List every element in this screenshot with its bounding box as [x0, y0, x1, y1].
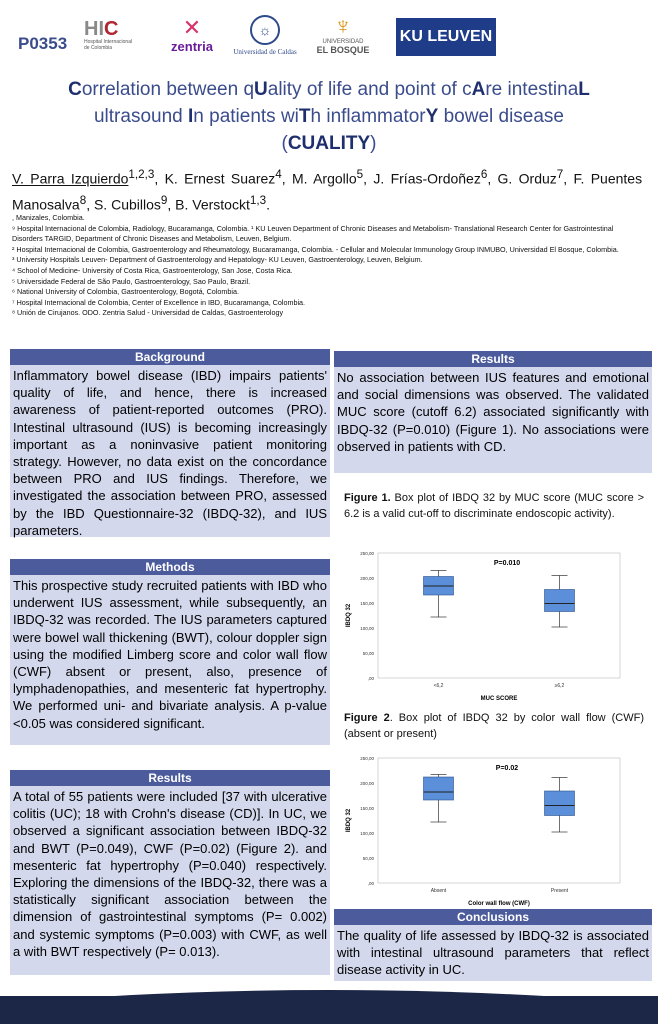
author-sup: 1,3 [249, 193, 267, 207]
y-tick-label: 250,00 [360, 756, 374, 761]
results-right-heading: Results [334, 351, 652, 367]
background-heading: Background [10, 349, 330, 365]
y-tick-label: 150,00 [360, 806, 374, 811]
affiliation-line: , Manizales, Colombia. [12, 213, 85, 222]
y-tick-label: 100,00 [360, 626, 374, 631]
p-value-annotation: P=0.010 [493, 560, 521, 567]
bosque-logo-line1: UNIVERSIDAD [322, 39, 364, 45]
title-part: Y [425, 106, 439, 127]
caldas-logo [230, 8, 300, 62]
author-sup: 1,2,3 [128, 168, 155, 181]
title-acronym: CUALITY [287, 133, 371, 154]
figure1-boxplot [340, 543, 640, 703]
y-tick-label: ,00 [367, 676, 374, 681]
conclusions-text: The quality of life assessed by IBDQ-32 is associated with intestinal ultrasound parameters that reflect disease activity in UC. [337, 928, 649, 978]
author-sup: 5 [356, 168, 364, 181]
p-value-annotation: P=0.02 [495, 765, 519, 772]
title-part: ality of life and point of c [267, 79, 472, 100]
plot-frame [378, 553, 620, 678]
y-tick-label: 50,00 [362, 651, 374, 656]
box-iqr [545, 590, 575, 612]
x-axis-label: Color wall flow (CWF) [468, 901, 530, 907]
bosque-logo [312, 8, 374, 62]
figure1-caption [344, 490, 644, 522]
kuleuven-logo: KU LEUVEN [396, 18, 496, 56]
y-tick-label: 200,00 [360, 576, 374, 581]
title-part: U [254, 79, 268, 100]
figure1-caption-text: Box plot of IBDQ 32 by MUC score (MUC score > 6.2 is a valid cut-off to discriminate endoscopic activity). [344, 492, 644, 520]
affiliations [12, 213, 644, 319]
author-name: K. Ernest Suarez [164, 170, 276, 187]
figure1-label: Figure 1. [344, 492, 391, 504]
author-name: J. Frías-Ordoñez [373, 170, 481, 187]
affiliation-line: ⁴ School of Medicine- University of Costa Rica, Gastroenterology, San Jose, Costa Rica. [12, 265, 293, 275]
author-name: F. Puentes Manosalva [12, 170, 643, 213]
y-tick-label: 200,00 [360, 781, 374, 786]
y-tick-label: ,00 [367, 881, 374, 886]
author-name: S. Cubillos [93, 196, 161, 213]
box-iqr [545, 791, 575, 816]
title-part: ) [370, 133, 377, 154]
methods-heading: Methods [10, 559, 330, 575]
zentria-logo-text: zentria [171, 38, 213, 54]
x-axis-label: MUC SCORE [480, 696, 518, 702]
figure2-label: Figure 2 [344, 712, 390, 724]
caldas-logo-text: Universidad de Caldas [233, 47, 297, 56]
y-tick-label: 250,00 [360, 551, 374, 556]
hic-logo [84, 8, 150, 62]
author-sup: 9 [160, 193, 168, 207]
title-part: n patients wi [193, 106, 299, 127]
author-sup: 8 [79, 193, 87, 207]
figure2-boxplot [340, 748, 640, 908]
y-tick-label: 50,00 [362, 856, 374, 861]
title-part: L [578, 79, 590, 100]
zentria-logo [166, 8, 218, 62]
author-sup: 6 [480, 168, 488, 181]
x-tick-label: ≥6,2 [554, 683, 565, 689]
results-right-text: No association between IUS features and emotional and social dimensions was observed. The validated MUC score (cutoff 6.2) associated significantly with IBDQ-32 (P=0.010) (Figure 1). No associations were observed in patients with CD. [337, 370, 649, 454]
author-name: G. Orduz [497, 170, 557, 187]
x-tick-label: <6,2 [433, 683, 444, 689]
x-tick-label: Absent [430, 888, 447, 894]
results-left-section [10, 770, 330, 975]
poster-code: P0353 [18, 34, 68, 53]
title-part: orrelation between q [81, 79, 255, 100]
author-name: V. Parra Izquierdo [12, 170, 129, 187]
author-name: M. Argollo [291, 170, 357, 187]
title-part: re intestina [485, 79, 579, 100]
title-part: A [471, 79, 486, 100]
conclusions-section [334, 909, 652, 981]
methods-section [10, 559, 330, 745]
author-sup: 4 [275, 168, 282, 181]
box-iqr [424, 777, 454, 800]
title-part: T [298, 106, 311, 127]
hic-logo-sub2: de Colombia [84, 45, 113, 51]
author-name: B. Verstockt [175, 196, 250, 213]
affiliation-line: ⁹ Hospital Internacional de Colombia, Radiology, Bucaramanga, Colombia. ¹ KU Leuven Department of Chronic Diseases and Metabolism- Translational Research Center for Gastrointestinal Disorders TARGID, Department of Chronic Diseases and Metabolism, Leuven, Belgium. [12, 223, 614, 244]
x-tick-label: Present [550, 888, 569, 894]
caldas-seal-icon: ☼ [250, 15, 280, 45]
figure2-caption-text: . Box plot of IBDQ 32 by color wall flow (CWF) (absent or present) [344, 712, 644, 740]
title-part: ( [281, 133, 288, 154]
footer-band [0, 996, 658, 1024]
affiliation-line: ³ University Hospitals Leuven- Department of Gastroenterology and Hepatology- KU Leuven, Gastroenterology, Leuven, Belgium. [12, 255, 423, 265]
title-part: I [188, 106, 194, 127]
y-axis-label: IBDQ 32 [346, 603, 352, 628]
title-part: C [68, 79, 82, 100]
results-left-heading: Results [10, 770, 330, 786]
y-tick-label: 150,00 [360, 601, 374, 606]
y-axis-label: IBDQ 32 [346, 808, 352, 833]
figure2-caption [344, 710, 644, 742]
title-part: bowel disease [438, 106, 565, 127]
background-text: Inflammatory bowel disease (IBD) impairs patients' quality of life, and hence, there is increased awareness of patient-reported outcomes (PRO). Intestinal ultrasound (IUS) is becoming increasingly important as a noninvasive patient monitoring strategy. However, no data exist on the concordance between PRO and IUS findings. Therefore, we investigated the association between PRO, assessed by the IBD Questionnaire-32 (IBDQ-32), and IUS parameters. [13, 368, 327, 538]
affiliation-line: ⁶ National University of Colombia, Gastroenterology, Bogotá, Colombia. [12, 287, 239, 297]
author-sup: 7 [556, 168, 564, 181]
zentria-symbol-icon: ✕ [182, 14, 202, 40]
results-left-text: A total of 55 patients were included [37 with ulcerative colitis (UC); 18 with Crohn's disease (CD)]. In UC, we observed a significant association between IBDQ-32 and BWT (P=0.049), CWF (P=0.02) (Figure 2). and mesenteric fat hypertrophy (P=0.040) respectively. Exploring the dimensions of the IBDQ-32, there was a statistically significant association between the dimension of gastrointestinal symptoms (P= 0.002) and systemic symptoms (P=0.003) with CWF, as well a with BWT respectively (P= 0.013). [13, 789, 327, 959]
bosque-symbol-icon: ♆ [334, 13, 352, 40]
affiliation-line: ⁷ Hospital Internacional de Colombia, Center of Excellence in IBD, Bucaramanga, Colombia. [12, 297, 306, 307]
affiliation-line: ⁸ Unión de Cirujanos. ODO. Zentria Salud - Universidad de Caldas, Gastroenterology [12, 308, 284, 318]
poster-title [20, 76, 638, 157]
plot-frame [378, 758, 620, 883]
y-tick-label: 100,00 [360, 831, 374, 836]
results-right-section [334, 351, 652, 473]
background-section [10, 349, 330, 537]
hic-logo-sub1: Hospital Internacional [84, 39, 133, 45]
conclusions-heading: Conclusions [334, 909, 652, 925]
affiliation-line: ² Hospital Internacional de Colombia, Gastroenterology and Rheumatology, Bucaramanga, Colombia. - Cellular and Molecular Immunology Group INMUBO, Universidad El Bosque, Colombia. [12, 244, 619, 254]
hic-logo-text-b: C [104, 18, 119, 40]
hic-logo-text-a: HI [84, 18, 104, 40]
methods-text: This prospective study recruited patients with IBD who underwent IUS assessment, while subsequently, an IBDQ-32 was recorded. The IUS parameters captured were bowel wall thickening (BWT), colour doppler sign using the modified Limberg score and color wall flow (CWF) absent or present, also, presence of lymphadenopathies, and mesenteric fat hypertrophy. We performed uni- and bivariate analysis. A p-value <0.05 was considered significant. [13, 578, 327, 731]
bosque-logo-line2: EL BOSQUE [316, 45, 370, 55]
affiliation-line: ⁵ Universidade Federal de São Paulo, Gastroenterology, Sao Paulo, Brazil. [12, 276, 251, 286]
title-part: h inflammator [310, 106, 426, 127]
title-part: ultrasound [93, 106, 188, 127]
author-list: V. Parra Izquierdo$^{1,2,3}$, K. Ernest Suarez$^4$, M. Argollo$^5$, J. Frías-Ordoñez$^6$, G. Orduz$^7$, F. Puentes Manosalva$^8$, S. Cubillos$^9$, B. Verstockt$^{1,3}$. [12, 168, 643, 213]
